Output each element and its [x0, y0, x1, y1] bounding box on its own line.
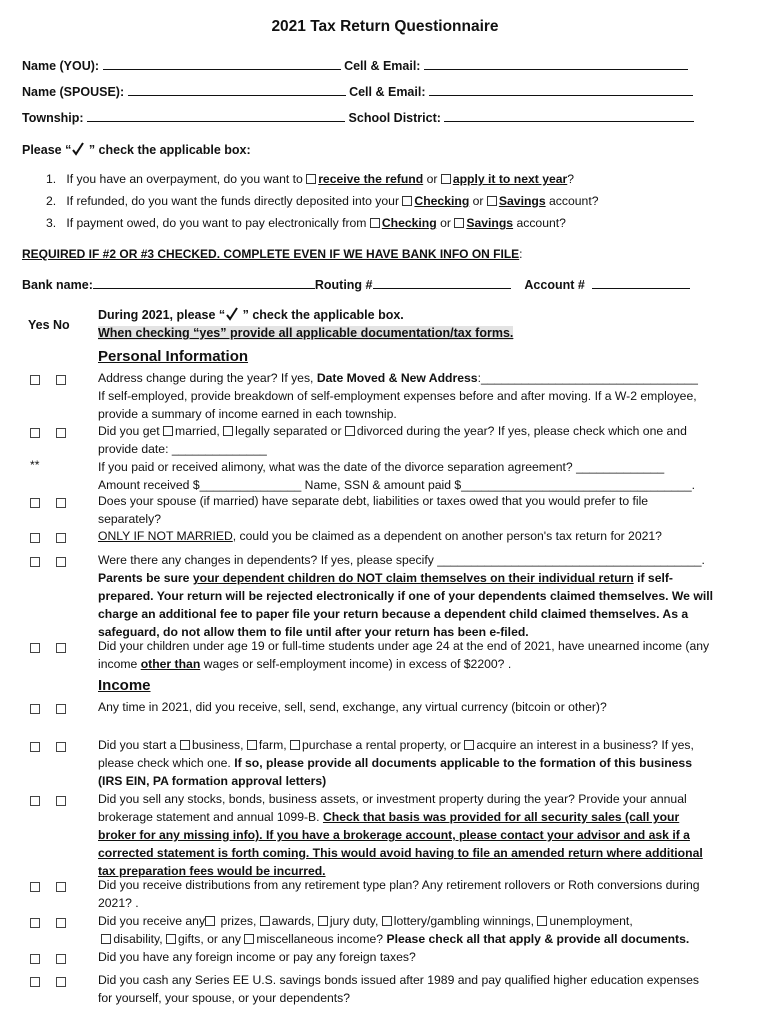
pay-checking-label: Checking	[381, 216, 437, 230]
farm-label: farm,	[258, 738, 287, 752]
income-q1-no-checkbox[interactable]	[56, 704, 66, 714]
personal-q4-separate-debt: Does your spouse (if married) have separate debt, liabilities or taxes owed that you would prefer to file separately?	[98, 494, 649, 526]
cell-email-2-label: Cell & Email:	[349, 85, 426, 99]
pay-savings-label: Savings	[466, 216, 514, 230]
item-3-text: If payment owed, do you want to pay electronically from	[66, 216, 367, 230]
q-bold: Date Moved & New Address	[316, 371, 478, 385]
item-2-text: If refunded, do you want the funds directly deposited into your	[66, 194, 400, 208]
personal-q4-no-checkbox[interactable]	[56, 498, 66, 508]
personal-q3-alimony	[98, 458, 713, 494]
q-bold: If so, please provide all documents applicable to the formation of this business (IRS EIN, PA formation approval letters)	[98, 756, 692, 788]
deposit-savings-label: Savings	[498, 194, 546, 208]
personal-q2-yes-checkbox[interactable]	[30, 428, 40, 438]
q-bold: if self-prepared. Your return will be rejected electronically if one of your dependents claimed themselves. We will charge an additional fee to paper file your return because a dependent child claimed themselves. As a safeguard, do not allow them to file until after your return has been e-filed.	[98, 571, 713, 639]
checkmark-icon	[225, 307, 239, 321]
income-q3-no-checkbox[interactable]	[56, 796, 66, 806]
income-q6-yes-checkbox[interactable]	[30, 954, 40, 964]
account-label: Account #	[524, 278, 585, 292]
q-text: If self-employed, provide breakdown of self-employment expenses before and after moving. If a W-2 employee, provide a summary of income earned in each township.	[98, 389, 697, 421]
rental-property-label: purchase a rental property, or	[302, 738, 461, 752]
or-text: or	[440, 216, 451, 230]
income-q4-retirement-distributions: Did you receive distributions from any retirement type plan? Any retirement rollovers or Roth conversions during 2021? .	[98, 878, 700, 910]
married-checkbox[interactable]	[163, 426, 173, 436]
deposit-savings-checkbox[interactable]	[487, 196, 497, 206]
personal-q1-yes-checkbox[interactable]	[30, 375, 40, 385]
apply-next-year-checkbox[interactable]	[441, 174, 451, 184]
income-q5-yes-checkbox[interactable]	[30, 918, 40, 928]
income-q7-savings-bonds: Did you cash any Series EE U.S. savings bonds issued after 1989 and pay qualified higher education expenses for yourself, your spouse, or your dependents?	[98, 973, 699, 1005]
please-check-line	[22, 142, 251, 157]
business-interest-checkbox[interactable]	[464, 740, 474, 750]
income-q3-yes-checkbox[interactable]	[30, 796, 40, 806]
during-text-b: ” check the applicable box.	[239, 308, 404, 322]
name-spouse-field[interactable]	[128, 84, 346, 96]
township-label: Township:	[22, 111, 84, 125]
q-text: Were there any changes in dependents? If yes, please specify _______________________________________.	[98, 553, 705, 567]
personal-q1-no-checkbox[interactable]	[56, 375, 66, 385]
account-text: account?	[549, 194, 599, 208]
pay-savings-checkbox[interactable]	[454, 218, 464, 228]
yes-no-header: Yes No	[28, 318, 70, 332]
checkmark-icon	[71, 142, 85, 156]
numbered-item-3	[46, 216, 566, 230]
township-row	[22, 110, 694, 125]
prizes-checkbox[interactable]	[205, 916, 215, 926]
q-bold-underlined: your dependent children do NOT claim themselves on their individual return	[192, 571, 634, 585]
personal-q6-no-checkbox[interactable]	[56, 557, 66, 567]
income-q3-investment-sale	[98, 790, 713, 880]
misc-income-checkbox[interactable]	[244, 934, 254, 944]
question-mark: ?	[567, 172, 575, 186]
jury-duty-label: jury duty,	[329, 914, 379, 928]
prizes-label: prizes,	[220, 914, 257, 928]
awards-checkbox[interactable]	[260, 916, 270, 926]
q-text: Did you sell any stocks, bonds, business assets, or investment property during the year? Provide your annual brokerage statement and annual 1099-B.	[98, 792, 687, 824]
income-q5-no-checkbox[interactable]	[56, 918, 66, 928]
cell-email-1-field[interactable]	[424, 58, 688, 70]
income-q7-yes-checkbox[interactable]	[30, 977, 40, 987]
personal-information-heading: Personal Information	[98, 348, 249, 365]
income-q1-yes-checkbox[interactable]	[30, 704, 40, 714]
q-text: Did you start a	[98, 738, 177, 752]
personal-q5-dependent-claim	[98, 527, 713, 545]
income-q6-no-checkbox[interactable]	[56, 954, 66, 964]
business-label: business,	[191, 738, 244, 752]
gifts-label: gifts, or any	[178, 932, 242, 946]
please-check-before: Please “	[22, 143, 72, 157]
income-q1-virtual-currency: Any time in 2021, did you receive, sell, send, exchange, any virtual currency (bitcoin or other)?	[98, 700, 607, 714]
number-3: 3.	[46, 216, 57, 230]
separated-label: legally separated or	[235, 424, 342, 438]
or-text: or	[426, 172, 438, 186]
awards-label: awards,	[271, 914, 315, 928]
personal-q1-address-change	[98, 369, 713, 423]
unemployment-label: unemployment,	[549, 914, 633, 928]
name-spouse-label: Name (SPOUSE):	[22, 85, 125, 99]
divorced-checkbox[interactable]	[345, 426, 355, 436]
gifts-checkbox[interactable]	[166, 934, 176, 944]
deposit-checking-label: Checking	[414, 194, 470, 208]
apply-next-year-label: apply it to next year	[452, 172, 568, 186]
separated-checkbox[interactable]	[223, 426, 233, 436]
name-spouse-row	[22, 84, 693, 99]
q-text: Amount received $_______________ Name, SSN & amount paid $__________________________________.	[98, 478, 696, 492]
personal-q5-no-checkbox[interactable]	[56, 533, 66, 543]
misc-income-label: miscellaneous income?	[256, 932, 384, 946]
required-text: REQUIRED IF #2 OR #3 CHECKED. COMPLETE EVEN IF WE HAVE BANK INFO ON FILE	[22, 247, 520, 261]
number-2: 2.	[46, 194, 57, 208]
township-field[interactable]	[87, 110, 345, 122]
receive-refund-label: receive the refund	[318, 172, 424, 186]
unemployment-checkbox[interactable]	[537, 916, 547, 926]
q-bold: Parents be sure	[98, 571, 190, 585]
rental-property-checkbox[interactable]	[290, 740, 300, 750]
disability-checkbox[interactable]	[101, 934, 111, 944]
income-q2-yes-checkbox[interactable]	[30, 742, 40, 752]
farm-checkbox[interactable]	[247, 740, 257, 750]
receive-refund-checkbox[interactable]	[306, 174, 316, 184]
q-text: Did your children under age 19 or full-time students under age 24 at the end of 2021, have unearned income (any income	[98, 639, 710, 671]
personal-q7-unearned-income	[98, 637, 713, 673]
q-text: Address change during the year? If yes,	[98, 371, 314, 385]
income-heading: Income	[98, 677, 151, 694]
income-q4-yes-checkbox[interactable]	[30, 882, 40, 892]
income-q2-no-checkbox[interactable]	[56, 742, 66, 752]
personal-q2-no-checkbox[interactable]	[56, 428, 66, 438]
cell-email-2-field[interactable]	[429, 84, 693, 96]
bank-name-label: Bank name:	[22, 278, 93, 292]
cell-email-1-label: Cell & Email:	[344, 59, 421, 73]
numbered-item-2	[46, 194, 599, 208]
lottery-checkbox[interactable]	[382, 916, 392, 926]
q-bold-underlined: Check that basis was provided for all security sales (call your broker for any missing info). If you have a brokerage account, please contact your advisor and ask if a corrected statement is forth coming. This would avoid having to file an amended return where additional tax preparation fees would be incurred.	[98, 810, 703, 878]
personal-q5-yes-checkbox[interactable]	[30, 533, 40, 543]
q-text: , could you be claimed as a dependent on another person's tax return for 2021?	[232, 529, 662, 543]
number-1: 1.	[46, 172, 57, 186]
required-notice	[22, 247, 523, 261]
during-line-1	[98, 307, 404, 322]
lottery-label: lottery/gambling winnings,	[393, 914, 534, 928]
name-you-label: Name (YOU):	[22, 59, 100, 73]
income-q5-other-income	[98, 912, 713, 948]
q-text: Did you get	[98, 424, 160, 438]
income-q6-foreign-income: Did you have any foreign income or pay any foreign taxes?	[98, 950, 416, 964]
income-q2-business-start	[98, 736, 713, 790]
disability-label: disability,	[113, 932, 163, 946]
alimony-marks: **	[30, 458, 40, 472]
school-district-label: School District:	[348, 111, 441, 125]
q-blank: :________________________________	[477, 371, 698, 385]
q-text: If you paid or received alimony, what was the date of the divorce separation agreement? _____________	[98, 460, 665, 474]
income-q7-no-checkbox[interactable]	[56, 977, 66, 987]
or-text: or	[472, 194, 484, 208]
business-checkbox[interactable]	[180, 740, 190, 750]
jury-duty-checkbox[interactable]	[318, 916, 328, 926]
bank-row	[22, 277, 690, 292]
item-1-text: If you have an overpayment, do you want to	[66, 172, 303, 186]
divorced-label: divorced during the year? If yes, please check which one and provide date: ______________	[98, 424, 687, 456]
account-field[interactable]	[592, 277, 690, 289]
personal-q4-yes-checkbox[interactable]	[30, 498, 40, 508]
business-interest-label: acquire an interest in a business? If yes, please check which one.	[98, 738, 694, 770]
deposit-checking-checkbox[interactable]	[402, 196, 412, 206]
personal-q6-yes-checkbox[interactable]	[30, 557, 40, 567]
q-text: Did you receive any	[98, 914, 206, 928]
please-check-after: ” check the applicable box:	[85, 143, 251, 157]
bank-name-field[interactable]	[93, 277, 315, 289]
name-you-field[interactable]	[103, 58, 341, 70]
q-bold-underlined: other than	[140, 657, 201, 671]
required-colon: :	[519, 247, 523, 261]
income-q4-no-checkbox[interactable]	[56, 882, 66, 892]
routing-label: Routing #	[314, 278, 373, 292]
name-you-row	[22, 58, 688, 73]
account-text: account?	[516, 216, 566, 230]
during-line-2: When checking “yes” provide all applicable documentation/tax forms.	[98, 326, 514, 340]
routing-field[interactable]	[373, 277, 511, 289]
personal-q7-no-checkbox[interactable]	[56, 643, 66, 653]
q-underlined: ONLY IF NOT MARRIED	[98, 529, 233, 543]
personal-q2-marital-change	[98, 422, 713, 458]
page-title: 2021 Tax Return Questionnaire	[271, 18, 499, 35]
personal-q7-yes-checkbox[interactable]	[30, 643, 40, 653]
q-text: wages or self-employment income) in excess of $2200? .	[203, 657, 512, 671]
school-district-field[interactable]	[444, 110, 694, 122]
q-bold: Please check all that apply & provide all documents.	[386, 932, 690, 946]
pay-checking-checkbox[interactable]	[370, 218, 380, 228]
numbered-item-1	[46, 172, 574, 186]
during-text-a: During 2021, please “	[98, 308, 226, 322]
married-label: married,	[175, 424, 220, 438]
personal-q6-dependents-change	[98, 551, 713, 641]
